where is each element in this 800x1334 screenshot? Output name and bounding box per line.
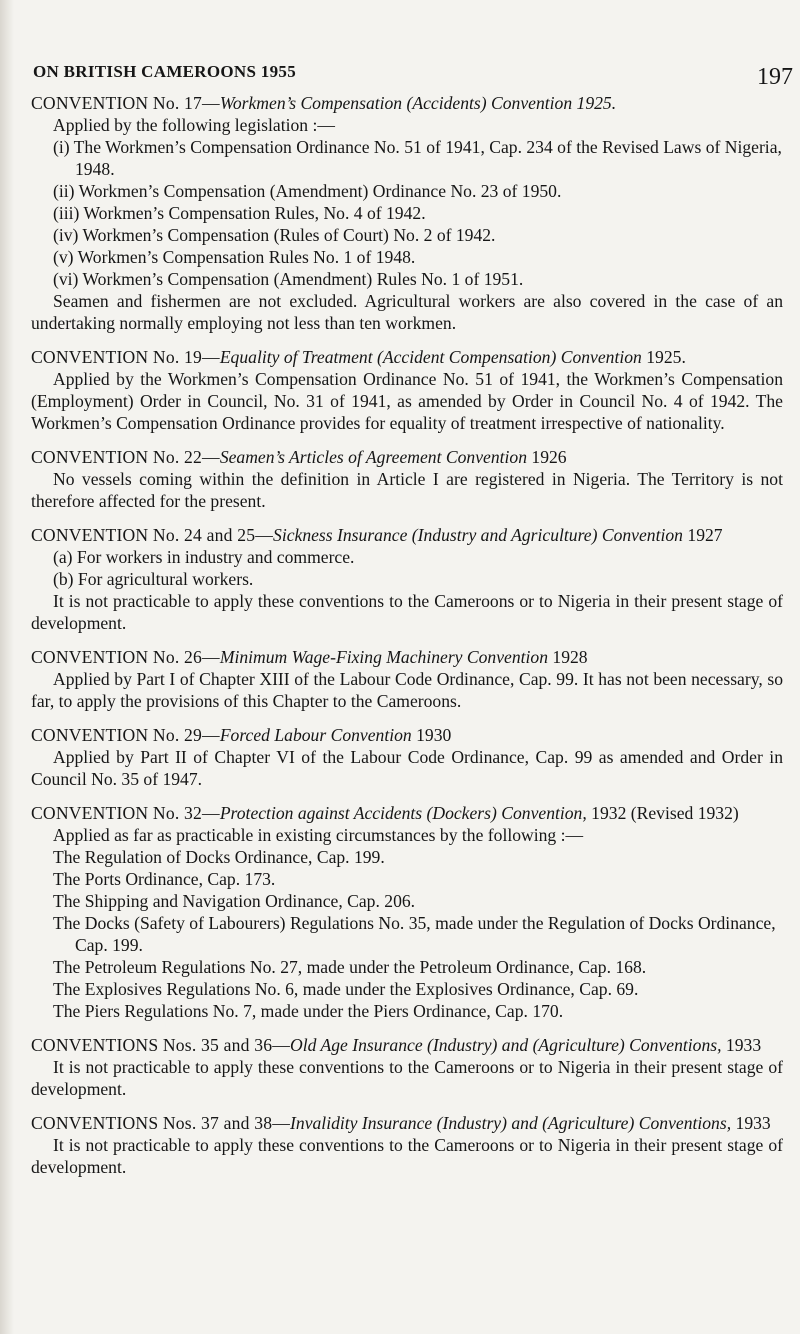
convention-title: Protection against Accidents (Dockers) Convention,: [219, 803, 587, 823]
body-paragraph: Applied by the Workmen’s Compensation Ordinance No. 51 of 1941, the Workmen’s Compensation (Employment) Order in Council, No. 31 of 1941, as amended by Order in Council No. 4 of 1942. The Workmen’s Compensation Ordinance provides for equality of treatment irrespective of nationality.: [31, 369, 783, 433]
legislation-item: The Piers Regulations No. 7, made under the Piers Ordinance, Cap. 170.: [53, 1001, 564, 1021]
convention-year: 1928: [552, 647, 588, 667]
page-edge-shadow: [0, 0, 14, 1334]
convention-title: Invalidity Insurance (Industry) and (Agriculture) Conventions,: [290, 1113, 732, 1133]
convention-title: Minimum Wage-Fixing Machinery Convention: [219, 647, 548, 667]
convention-heading: [31, 802, 783, 824]
legislation-item: The Explosives Regulations No. 6, made under the Explosives Ordinance, Cap. 69.: [53, 979, 639, 999]
legislation-item: (v) Workmen’s Compensation Rules No. 1 of 1948.: [53, 247, 416, 267]
convention-number: CONVENTIONS Nos. 35 and 36—: [31, 1035, 291, 1055]
convention-section: [31, 724, 783, 790]
legislation-item: The Regulation of Docks Ordinance, Cap. 199.: [53, 847, 385, 867]
convention-title: Forced Labour Convention: [219, 725, 412, 745]
running-title: ON BRITISH CAMEROONS 1955: [33, 62, 297, 81]
convention-number: CONVENTION No. 22—: [31, 447, 220, 467]
convention-heading: [31, 346, 783, 368]
convention-year: 1925.: [646, 347, 686, 367]
convention-number: CONVENTIONS Nos. 37 and 38—: [31, 1113, 291, 1133]
convention-year: 1933: [725, 1035, 762, 1055]
convention-section: [31, 524, 783, 634]
body-paragraph: It is not practicable to apply these conventions to the Cameroons or to Nigeria in their present stage of development.: [31, 1057, 783, 1099]
legislation-item: (a) For workers in industry and commerce.: [53, 547, 355, 567]
convention-section: [31, 446, 783, 512]
convention-title: Equality of Treatment (Accident Compensation) Convention: [219, 347, 642, 367]
convention-number: CONVENTION No. 26—: [31, 647, 220, 667]
body-paragraph: Seamen and fishermen are not excluded. Agricultural workers are also covered in the case of an undertaking normally employing not less than ten workmen.: [31, 291, 783, 333]
legislation-item: The Petroleum Regulations No. 27, made under the Petroleum Ordinance, Cap. 168.: [53, 957, 647, 977]
body-paragraph: It is not practicable to apply these conventions to the Cameroons or to Nigeria in their present stage of development.: [31, 1135, 783, 1177]
legislation-list: [31, 136, 783, 290]
convention-section: [31, 1112, 783, 1178]
page-header: [33, 60, 793, 90]
convention-number: CONVENTION No. 19—: [31, 347, 220, 367]
body-paragraph: No vessels coming within the definition in Article I are registered in Nigeria. The Territory is not therefore affected for the present.: [31, 469, 783, 511]
convention-section: [31, 646, 783, 712]
convention-section: [31, 802, 783, 1022]
body-paragraph: Applied by Part II of Chapter VI of the Labour Code Ordinance, Cap. 99 as amended and Order in Council No. 35 of 1947.: [31, 747, 783, 789]
convention-heading: [31, 646, 783, 668]
legislation-list: [31, 846, 783, 1022]
convention-heading: [31, 1112, 783, 1134]
legislation-item: (vi) Workmen’s Compensation (Amendment) Rules No. 1 of 1951.: [53, 269, 524, 289]
convention-title: Old Age Insurance (Industry) and (Agriculture) Conventions,: [290, 1035, 722, 1055]
convention-heading: [31, 524, 783, 546]
convention-year: 1926: [531, 447, 567, 467]
page-number: 197: [757, 64, 793, 90]
body-paragraph: It is not practicable to apply these conventions to the Cameroons or to Nigeria in their present stage of development.: [31, 591, 783, 633]
convention-title: Workmen’s Compensation (Accidents) Convention 1925.: [219, 93, 617, 113]
convention-section: [31, 346, 783, 434]
convention-year: 1932 (Revised 1932): [591, 803, 739, 823]
convention-number: CONVENTION No. 17—: [31, 93, 220, 113]
convention-heading: [31, 92, 783, 114]
convention-number: CONVENTION No. 32—: [31, 803, 220, 823]
legislation-item: The Ports Ordinance, Cap. 173.: [53, 869, 276, 889]
convention-year: 1930: [416, 725, 452, 745]
convention-number: CONVENTION No. 29—: [31, 725, 220, 745]
convention-section: [31, 92, 783, 334]
body-paragraph: Applied by Part I of Chapter XIII of the Labour Code Ordinance, Cap. 99. It has not been necessary, so far, to apply the provisions of this Chapter to the Cameroons.: [31, 669, 783, 711]
section-intro: Applied by the following legislation :—: [53, 115, 335, 135]
legislation-item: (iii) Workmen’s Compensation Rules, No. 4 of 1942.: [53, 203, 426, 223]
convention-heading: [31, 446, 783, 468]
convention-year: 1927: [687, 525, 723, 545]
convention-year: 1933: [735, 1113, 771, 1133]
document-body: [31, 92, 783, 1178]
convention-heading: [31, 724, 783, 746]
convention-section: [31, 1034, 783, 1100]
legislation-item: (ii) Workmen’s Compensation (Amendment) Ordinance No. 23 of 1950.: [53, 181, 562, 201]
legislation-list: [31, 546, 783, 590]
legislation-item: (b) For agricultural workers.: [53, 569, 254, 589]
legislation-item: The Shipping and Navigation Ordinance, Cap. 206.: [53, 891, 416, 911]
convention-number: CONVENTION No. 24 and 25—: [31, 525, 274, 545]
convention-title: Seamen’s Articles of Agreement Convention: [219, 447, 527, 467]
convention-heading: [31, 1034, 783, 1056]
legislation-item: The Docks (Safety of Labourers) Regulations No. 35, made under the Regulation of Docks Ordinance, Cap. 199.: [53, 913, 776, 955]
convention-title: Sickness Insurance (Industry and Agriculture) Convention: [273, 525, 683, 545]
section-intro: Applied as far as practicable in existing circumstances by the following :—: [53, 825, 584, 845]
legislation-item: (iv) Workmen’s Compensation (Rules of Court) No. 2 of 1942.: [53, 225, 496, 245]
legislation-item: (i) The Workmen’s Compensation Ordinance No. 51 of 1941, Cap. 234 of the Revised Laws of Nigeria, 1948.: [53, 137, 782, 179]
